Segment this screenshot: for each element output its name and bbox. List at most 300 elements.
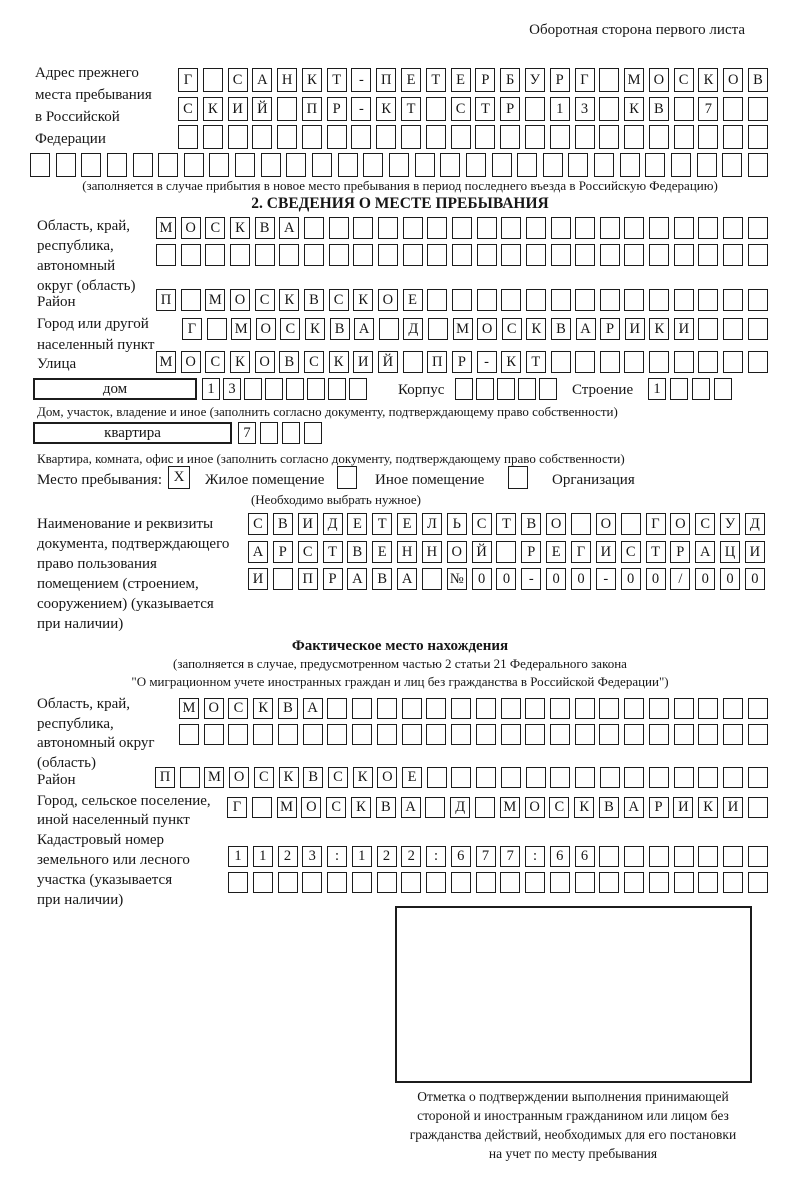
char-cell[interactable] bbox=[670, 378, 688, 400]
char-cell[interactable]: Д bbox=[745, 513, 765, 535]
char-cell[interactable]: 0 bbox=[646, 568, 666, 590]
char-cell[interactable] bbox=[698, 846, 718, 867]
char-cell[interactable] bbox=[402, 698, 422, 719]
char-cell[interactable] bbox=[496, 541, 516, 563]
char-cell[interactable] bbox=[748, 153, 768, 177]
char-cell[interactable] bbox=[477, 289, 497, 311]
char-cell[interactable]: В bbox=[273, 513, 293, 535]
char-cell[interactable]: В bbox=[551, 318, 571, 340]
char-cell[interactable] bbox=[253, 724, 273, 745]
char-cell[interactable]: № bbox=[447, 568, 467, 590]
char-cell[interactable]: М bbox=[277, 797, 297, 818]
char-cell[interactable]: А bbox=[279, 217, 299, 239]
char-cell[interactable]: К bbox=[353, 289, 373, 311]
char-cell[interactable] bbox=[476, 767, 496, 788]
char-cell[interactable] bbox=[181, 289, 201, 311]
char-cell[interactable] bbox=[543, 153, 563, 177]
char-cell[interactable]: С bbox=[328, 767, 348, 788]
char-cell[interactable]: С bbox=[178, 97, 198, 121]
char-cell[interactable]: Р bbox=[600, 318, 620, 340]
char-cell[interactable]: 0 bbox=[571, 568, 591, 590]
char-cell[interactable] bbox=[235, 153, 255, 177]
char-cell[interactable]: Е bbox=[546, 541, 566, 563]
char-cell[interactable] bbox=[228, 125, 248, 149]
char-cell[interactable] bbox=[353, 217, 373, 239]
char-cell[interactable] bbox=[378, 244, 398, 266]
char-cell[interactable] bbox=[403, 351, 423, 373]
char-cell[interactable]: М bbox=[156, 351, 176, 373]
char-cell[interactable] bbox=[501, 217, 521, 239]
char-cell[interactable] bbox=[697, 153, 717, 177]
char-cell[interactable] bbox=[748, 244, 768, 266]
char-cell[interactable] bbox=[203, 68, 223, 92]
char-cell[interactable] bbox=[501, 767, 521, 788]
char-cell[interactable]: 0 bbox=[720, 568, 740, 590]
char-cell[interactable] bbox=[550, 724, 570, 745]
char-cell[interactable]: М bbox=[624, 68, 644, 92]
char-cell[interactable] bbox=[600, 217, 620, 239]
char-cell[interactable]: И bbox=[248, 568, 268, 590]
char-cell[interactable] bbox=[352, 698, 372, 719]
char-cell[interactable]: М bbox=[231, 318, 251, 340]
char-cell[interactable] bbox=[748, 767, 768, 788]
char-cell[interactable] bbox=[304, 244, 324, 266]
char-cell[interactable]: К bbox=[302, 68, 322, 92]
char-cell[interactable] bbox=[649, 698, 669, 719]
char-cell[interactable] bbox=[228, 872, 248, 893]
char-cell[interactable] bbox=[451, 125, 471, 149]
char-cell[interactable]: А bbox=[347, 568, 367, 590]
char-cell[interactable]: С bbox=[248, 513, 268, 535]
char-cell[interactable] bbox=[426, 872, 446, 893]
char-cell[interactable]: 6 bbox=[575, 846, 595, 867]
char-cell[interactable] bbox=[492, 153, 512, 177]
char-cell[interactable] bbox=[748, 846, 768, 867]
char-cell[interactable] bbox=[748, 351, 768, 373]
char-cell[interactable]: П bbox=[298, 568, 318, 590]
char-cell[interactable] bbox=[674, 846, 694, 867]
checkbox-organizatsiya[interactable] bbox=[508, 466, 528, 489]
char-cell[interactable]: 0 bbox=[745, 568, 765, 590]
char-cell[interactable]: Н bbox=[397, 541, 417, 563]
char-cell[interactable] bbox=[156, 244, 176, 266]
char-cell[interactable]: 0 bbox=[472, 568, 492, 590]
char-cell[interactable]: Ь bbox=[447, 513, 467, 535]
char-cell[interactable] bbox=[748, 797, 768, 818]
char-cell[interactable] bbox=[389, 153, 409, 177]
char-cell[interactable] bbox=[722, 153, 742, 177]
char-cell[interactable]: О bbox=[229, 767, 249, 788]
char-cell[interactable] bbox=[455, 378, 473, 400]
char-cell[interactable] bbox=[244, 378, 262, 400]
char-cell[interactable]: И bbox=[596, 541, 616, 563]
char-cell[interactable] bbox=[378, 217, 398, 239]
char-cell[interactable]: Г bbox=[227, 797, 247, 818]
char-cell[interactable] bbox=[452, 244, 472, 266]
char-cell[interactable] bbox=[674, 217, 694, 239]
char-cell[interactable] bbox=[497, 378, 515, 400]
char-cell[interactable]: А bbox=[397, 568, 417, 590]
char-cell[interactable] bbox=[649, 125, 669, 149]
char-cell[interactable] bbox=[205, 244, 225, 266]
char-cell[interactable]: О bbox=[181, 217, 201, 239]
char-cell[interactable]: Т bbox=[475, 97, 495, 121]
char-cell[interactable] bbox=[674, 125, 694, 149]
char-cell[interactable] bbox=[594, 153, 614, 177]
char-cell[interactable]: Р bbox=[500, 97, 520, 121]
char-cell[interactable] bbox=[526, 289, 546, 311]
char-cell[interactable] bbox=[307, 378, 325, 400]
char-cell[interactable]: И bbox=[353, 351, 373, 373]
char-cell[interactable] bbox=[748, 698, 768, 719]
char-cell[interactable] bbox=[286, 153, 306, 177]
char-cell[interactable] bbox=[30, 153, 50, 177]
char-cell[interactable] bbox=[698, 724, 718, 745]
char-cell[interactable] bbox=[698, 289, 718, 311]
char-cell[interactable] bbox=[621, 513, 641, 535]
char-cell[interactable] bbox=[599, 125, 619, 149]
char-cell[interactable]: С bbox=[298, 541, 318, 563]
char-cell[interactable]: 0 bbox=[695, 568, 715, 590]
char-cell[interactable]: М bbox=[156, 217, 176, 239]
char-cell[interactable] bbox=[427, 289, 447, 311]
char-cell[interactable]: 1 bbox=[550, 97, 570, 121]
char-cell[interactable]: В bbox=[376, 797, 396, 818]
char-cell[interactable] bbox=[600, 351, 620, 373]
char-cell[interactable]: О bbox=[670, 513, 690, 535]
char-cell[interactable]: С bbox=[549, 797, 569, 818]
char-cell[interactable]: С bbox=[205, 217, 225, 239]
char-cell[interactable] bbox=[723, 289, 743, 311]
char-cell[interactable] bbox=[426, 125, 446, 149]
char-cell[interactable]: В bbox=[649, 97, 669, 121]
char-cell[interactable] bbox=[304, 217, 324, 239]
char-cell[interactable]: П bbox=[155, 767, 175, 788]
char-cell[interactable] bbox=[501, 698, 521, 719]
char-cell[interactable] bbox=[649, 872, 669, 893]
char-cell[interactable] bbox=[649, 289, 669, 311]
char-cell[interactable] bbox=[327, 872, 347, 893]
char-cell[interactable] bbox=[698, 125, 718, 149]
char-cell[interactable]: К bbox=[279, 289, 299, 311]
char-cell[interactable] bbox=[649, 846, 669, 867]
char-cell[interactable] bbox=[475, 797, 495, 818]
char-cell[interactable]: : bbox=[327, 846, 347, 867]
char-cell[interactable] bbox=[327, 125, 347, 149]
char-cell[interactable] bbox=[600, 244, 620, 266]
char-cell[interactable] bbox=[698, 698, 718, 719]
char-cell[interactable]: 6 bbox=[550, 846, 570, 867]
char-cell[interactable] bbox=[599, 846, 619, 867]
char-cell[interactable] bbox=[252, 797, 272, 818]
char-cell[interactable] bbox=[425, 797, 445, 818]
char-cell[interactable] bbox=[265, 378, 283, 400]
char-cell[interactable]: О bbox=[181, 351, 201, 373]
char-cell[interactable]: О bbox=[230, 289, 250, 311]
char-cell[interactable] bbox=[204, 724, 224, 745]
char-cell[interactable]: К bbox=[230, 217, 250, 239]
char-cell[interactable]: Д bbox=[403, 318, 423, 340]
char-cell[interactable]: Т bbox=[323, 541, 343, 563]
char-cell[interactable] bbox=[624, 767, 644, 788]
char-cell[interactable]: С bbox=[674, 68, 694, 92]
char-cell[interactable]: В bbox=[521, 513, 541, 535]
char-cell[interactable]: Н bbox=[277, 68, 297, 92]
char-cell[interactable] bbox=[422, 568, 442, 590]
char-cell[interactable] bbox=[748, 125, 768, 149]
char-cell[interactable]: 3 bbox=[223, 378, 241, 400]
char-cell[interactable]: Е bbox=[403, 289, 423, 311]
char-cell[interactable] bbox=[178, 125, 198, 149]
char-cell[interactable]: Е bbox=[402, 767, 422, 788]
char-cell[interactable]: И bbox=[228, 97, 248, 121]
char-cell[interactable] bbox=[349, 378, 367, 400]
char-cell[interactable] bbox=[551, 217, 571, 239]
char-cell[interactable] bbox=[477, 217, 497, 239]
char-cell[interactable]: 7 bbox=[500, 846, 520, 867]
char-cell[interactable]: 1 bbox=[228, 846, 248, 867]
char-cell[interactable]: 7 bbox=[238, 422, 256, 444]
char-cell[interactable] bbox=[698, 351, 718, 373]
char-cell[interactable]: А bbox=[576, 318, 596, 340]
char-cell[interactable] bbox=[282, 422, 300, 444]
char-cell[interactable] bbox=[501, 289, 521, 311]
char-cell[interactable]: 1 bbox=[253, 846, 273, 867]
char-cell[interactable]: И bbox=[674, 318, 694, 340]
char-cell[interactable]: Й bbox=[472, 541, 492, 563]
char-cell[interactable] bbox=[273, 568, 293, 590]
char-cell[interactable]: О bbox=[256, 318, 276, 340]
char-cell[interactable]: А bbox=[303, 698, 323, 719]
char-cell[interactable]: Е bbox=[401, 68, 421, 92]
char-cell[interactable]: О bbox=[477, 318, 497, 340]
char-cell[interactable] bbox=[452, 217, 472, 239]
char-cell[interactable]: П bbox=[376, 68, 396, 92]
char-cell[interactable]: Т bbox=[372, 513, 392, 535]
char-cell[interactable] bbox=[723, 217, 743, 239]
char-cell[interactable] bbox=[466, 153, 486, 177]
char-cell[interactable] bbox=[550, 698, 570, 719]
char-cell[interactable]: М bbox=[179, 698, 199, 719]
char-cell[interactable] bbox=[723, 318, 743, 340]
char-cell[interactable] bbox=[179, 724, 199, 745]
char-cell[interactable] bbox=[501, 244, 521, 266]
char-cell[interactable]: В bbox=[599, 797, 619, 818]
char-cell[interactable]: А bbox=[624, 797, 644, 818]
char-cell[interactable] bbox=[379, 318, 399, 340]
char-cell[interactable] bbox=[180, 767, 200, 788]
char-cell[interactable]: П bbox=[156, 289, 176, 311]
char-cell[interactable]: М bbox=[205, 289, 225, 311]
char-cell[interactable] bbox=[674, 289, 694, 311]
char-cell[interactable] bbox=[575, 698, 595, 719]
char-cell[interactable]: Т bbox=[426, 68, 446, 92]
char-cell[interactable] bbox=[452, 289, 472, 311]
char-cell[interactable]: О bbox=[649, 68, 669, 92]
char-cell[interactable] bbox=[599, 97, 619, 121]
char-cell[interactable] bbox=[551, 289, 571, 311]
char-cell[interactable]: / bbox=[670, 568, 690, 590]
char-cell[interactable] bbox=[451, 724, 471, 745]
char-cell[interactable] bbox=[476, 724, 496, 745]
char-cell[interactable] bbox=[674, 698, 694, 719]
char-cell[interactable]: К bbox=[526, 318, 546, 340]
char-cell[interactable]: Б bbox=[500, 68, 520, 92]
char-cell[interactable] bbox=[475, 125, 495, 149]
char-cell[interactable]: К bbox=[353, 767, 373, 788]
char-cell[interactable]: Й bbox=[252, 97, 272, 121]
char-cell[interactable]: - bbox=[521, 568, 541, 590]
char-cell[interactable]: 1 bbox=[202, 378, 220, 400]
char-cell[interactable] bbox=[723, 767, 743, 788]
char-cell[interactable]: В bbox=[347, 541, 367, 563]
char-cell[interactable]: С bbox=[329, 289, 349, 311]
char-cell[interactable] bbox=[277, 97, 297, 121]
char-cell[interactable] bbox=[376, 125, 396, 149]
char-cell[interactable] bbox=[329, 244, 349, 266]
char-cell[interactable]: С bbox=[280, 318, 300, 340]
checkbox-inoe-pomeshchenie[interactable] bbox=[337, 466, 357, 489]
char-cell[interactable]: О bbox=[525, 797, 545, 818]
char-cell[interactable] bbox=[501, 724, 521, 745]
char-cell[interactable]: Р bbox=[521, 541, 541, 563]
char-cell[interactable]: С bbox=[502, 318, 522, 340]
char-cell[interactable]: А bbox=[401, 797, 421, 818]
char-cell[interactable]: А bbox=[252, 68, 272, 92]
char-cell[interactable] bbox=[526, 217, 546, 239]
char-cell[interactable] bbox=[207, 318, 227, 340]
char-cell[interactable] bbox=[158, 153, 178, 177]
char-cell[interactable] bbox=[338, 153, 358, 177]
char-cell[interactable]: А bbox=[354, 318, 374, 340]
char-cell[interactable] bbox=[698, 244, 718, 266]
char-cell[interactable]: Р bbox=[273, 541, 293, 563]
char-cell[interactable]: 0 bbox=[546, 568, 566, 590]
char-cell[interactable]: В bbox=[304, 289, 324, 311]
char-cell[interactable] bbox=[525, 724, 545, 745]
char-cell[interactable]: Р bbox=[649, 797, 669, 818]
char-cell[interactable]: П bbox=[427, 351, 447, 373]
char-cell[interactable] bbox=[377, 698, 397, 719]
char-cell[interactable] bbox=[748, 872, 768, 893]
char-cell[interactable]: Г bbox=[571, 541, 591, 563]
char-cell[interactable]: М bbox=[204, 767, 224, 788]
char-cell[interactable] bbox=[723, 724, 743, 745]
char-cell[interactable] bbox=[403, 217, 423, 239]
char-cell[interactable] bbox=[748, 318, 768, 340]
char-cell[interactable] bbox=[575, 767, 595, 788]
char-cell[interactable] bbox=[550, 767, 570, 788]
char-cell[interactable] bbox=[723, 125, 743, 149]
char-cell[interactable] bbox=[56, 153, 76, 177]
char-cell[interactable] bbox=[107, 153, 127, 177]
char-cell[interactable] bbox=[624, 698, 644, 719]
char-cell[interactable]: Д bbox=[323, 513, 343, 535]
char-cell[interactable]: К bbox=[574, 797, 594, 818]
char-cell[interactable]: - bbox=[351, 68, 371, 92]
char-cell[interactable]: О bbox=[596, 513, 616, 535]
char-cell[interactable]: И bbox=[298, 513, 318, 535]
char-cell[interactable] bbox=[303, 724, 323, 745]
char-cell[interactable] bbox=[674, 724, 694, 745]
char-cell[interactable]: 2 bbox=[278, 846, 298, 867]
char-cell[interactable] bbox=[575, 351, 595, 373]
char-cell[interactable] bbox=[377, 872, 397, 893]
char-cell[interactable] bbox=[674, 351, 694, 373]
char-cell[interactable]: Е bbox=[451, 68, 471, 92]
char-cell[interactable]: В bbox=[278, 698, 298, 719]
char-cell[interactable]: У bbox=[525, 68, 545, 92]
char-cell[interactable] bbox=[599, 698, 619, 719]
char-cell[interactable] bbox=[624, 872, 644, 893]
char-cell[interactable] bbox=[426, 698, 446, 719]
char-cell[interactable]: О bbox=[301, 797, 321, 818]
char-cell[interactable]: В bbox=[255, 217, 275, 239]
char-cell[interactable]: Е bbox=[397, 513, 417, 535]
char-cell[interactable] bbox=[352, 724, 372, 745]
char-cell[interactable]: О bbox=[447, 541, 467, 563]
char-cell[interactable] bbox=[329, 217, 349, 239]
char-cell[interactable] bbox=[723, 846, 743, 867]
char-cell[interactable]: Т bbox=[327, 68, 347, 92]
char-cell[interactable]: 2 bbox=[401, 846, 421, 867]
char-cell[interactable]: М bbox=[500, 797, 520, 818]
char-cell[interactable]: Р bbox=[452, 351, 472, 373]
char-cell[interactable] bbox=[624, 125, 644, 149]
char-cell[interactable] bbox=[698, 872, 718, 893]
char-cell[interactable]: С bbox=[228, 68, 248, 92]
char-cell[interactable]: О bbox=[377, 767, 397, 788]
checkbox-zhiloe-pomeshchenie[interactable]: X bbox=[168, 466, 190, 489]
char-cell[interactable] bbox=[526, 244, 546, 266]
char-cell[interactable] bbox=[748, 724, 768, 745]
char-cell[interactable]: 1 bbox=[648, 378, 666, 400]
char-cell[interactable]: К bbox=[501, 351, 521, 373]
char-cell[interactable] bbox=[277, 125, 297, 149]
char-cell[interactable]: Г bbox=[575, 68, 595, 92]
char-cell[interactable]: Е bbox=[347, 513, 367, 535]
char-cell[interactable]: 7 bbox=[698, 97, 718, 121]
char-cell[interactable] bbox=[415, 153, 435, 177]
char-cell[interactable] bbox=[363, 153, 383, 177]
char-cell[interactable]: Е bbox=[372, 541, 392, 563]
char-cell[interactable]: О bbox=[204, 698, 224, 719]
char-cell[interactable] bbox=[304, 422, 322, 444]
char-cell[interactable] bbox=[253, 872, 273, 893]
char-cell[interactable] bbox=[600, 289, 620, 311]
char-cell[interactable] bbox=[351, 125, 371, 149]
char-cell[interactable] bbox=[476, 698, 496, 719]
char-cell[interactable] bbox=[698, 318, 718, 340]
char-cell[interactable] bbox=[477, 244, 497, 266]
char-cell[interactable] bbox=[81, 153, 101, 177]
char-cell[interactable]: - bbox=[596, 568, 616, 590]
char-cell[interactable] bbox=[645, 153, 665, 177]
char-cell[interactable] bbox=[551, 244, 571, 266]
char-cell[interactable] bbox=[674, 767, 694, 788]
char-cell[interactable] bbox=[624, 351, 644, 373]
char-cell[interactable] bbox=[353, 244, 373, 266]
char-cell[interactable] bbox=[302, 872, 322, 893]
char-cell[interactable]: Т bbox=[646, 541, 666, 563]
char-cell[interactable]: В bbox=[330, 318, 350, 340]
char-cell[interactable]: К bbox=[329, 351, 349, 373]
char-cell[interactable]: С bbox=[695, 513, 715, 535]
char-cell[interactable] bbox=[328, 378, 346, 400]
char-cell[interactable]: К bbox=[253, 698, 273, 719]
char-cell[interactable] bbox=[451, 872, 471, 893]
char-cell[interactable]: Р bbox=[327, 97, 347, 121]
